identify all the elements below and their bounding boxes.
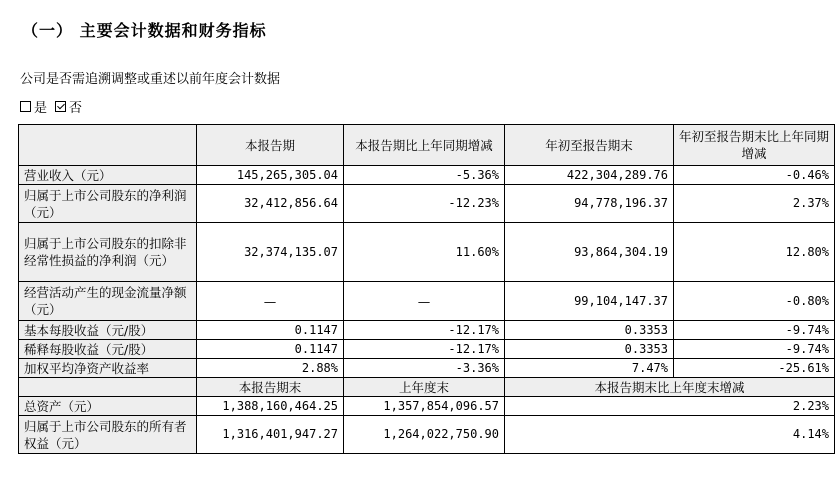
cell-value: 422,304,289.76 [505,166,674,185]
cell-value: 0.3353 [505,340,674,359]
cell-value: 0.1147 [197,340,344,359]
row-label: 稀释每股收益（元/股） [19,340,197,359]
cell-value: 1,316,401,947.27 [197,416,344,454]
cell-value: 0.1147 [197,321,344,340]
cell-value: 1,357,854,096.57 [344,397,505,416]
table-row [19,340,835,359]
cell-value: 2.88% [197,359,344,378]
cell-value: — [344,282,505,321]
table-row [19,321,835,340]
table-row [19,397,835,416]
restatement-question: 公司是否需追溯调整或重述以前年度会计数据 [20,72,281,87]
cell-value: -9.74% [674,321,835,340]
row-label: 归属于上市公司股东的扣除非经常性损益的净利润（元） [19,223,197,282]
cell-value: 4.14% [505,416,835,454]
header-cell: 本报告期 [197,125,344,166]
option-yes-label: 是 [34,101,48,116]
subheader-cell: 上年度末 [344,378,505,397]
cell-value: -0.46% [674,166,835,185]
table-row [19,185,835,223]
header-cell: 年初至报告期末比上年同期增减 [674,125,835,166]
row-label: 加权平均净资产收益率 [19,359,197,378]
row-label: 归属于上市公司股东的净利润（元） [19,185,197,223]
cell-value: 7.47% [505,359,674,378]
cell-value: -12.17% [344,340,505,359]
row-label: 基本每股收益（元/股） [19,321,197,340]
row-label: 经营活动产生的现金流量净额（元） [19,282,197,321]
cell-value: 99,104,147.37 [505,282,674,321]
cell-value: 32,374,135.07 [197,223,344,282]
cell-value: 94,778,196.37 [505,185,674,223]
cell-value: 2.37% [674,185,835,223]
header-cell: 本报告期比上年同期增减 [344,125,505,166]
section-title: （一） 主要会计数据和财务指标 [22,21,267,40]
header-cell: 年初至报告期末 [505,125,674,166]
cell-value: 145,265,305.04 [197,166,344,185]
table-header-row [19,125,835,166]
cell-value: -12.17% [344,321,505,340]
cell-value: 1,264,022,750.90 [344,416,505,454]
cell-value: 32,412,856.64 [197,185,344,223]
table-row [19,282,835,321]
option-no-label: 否 [69,101,83,116]
cell-value: 1,388,160,464.25 [197,397,344,416]
option-yes[interactable] [20,97,47,116]
checkbox-yes-icon[interactable] [20,101,31,112]
cell-value: 11.60% [344,223,505,282]
cell-value: 12.80% [674,223,835,282]
cell-value: 2.23% [505,397,835,416]
subheader-corner-cell [19,378,197,397]
subheader-cell: 本报告期末 [197,378,344,397]
table-row [19,223,835,282]
cell-value: -12.23% [344,185,505,223]
financial-indicators-table [18,124,835,454]
cell-value: -3.36% [344,359,505,378]
restatement-options [20,97,90,116]
row-label: 归属于上市公司股东的所有者权益（元） [19,416,197,454]
table-row [19,359,835,378]
cell-value: -25.61% [674,359,835,378]
option-no[interactable] [55,97,82,116]
cell-value: -5.36% [344,166,505,185]
subheader-cell: 本报告期末比上年度末增减 [505,378,835,397]
table-subheader-row [19,378,835,397]
cell-value: -0.80% [674,282,835,321]
header-corner-cell [19,125,197,166]
cell-value: — [197,282,344,321]
checkbox-no-checked-icon[interactable] [55,101,66,112]
row-label: 总资产（元） [19,397,197,416]
cell-value: -9.74% [674,340,835,359]
cell-value: 93,864,304.19 [505,223,674,282]
row-label: 营业收入（元） [19,166,197,185]
table-row [19,416,835,454]
table-row [19,166,835,185]
cell-value: 0.3353 [505,321,674,340]
